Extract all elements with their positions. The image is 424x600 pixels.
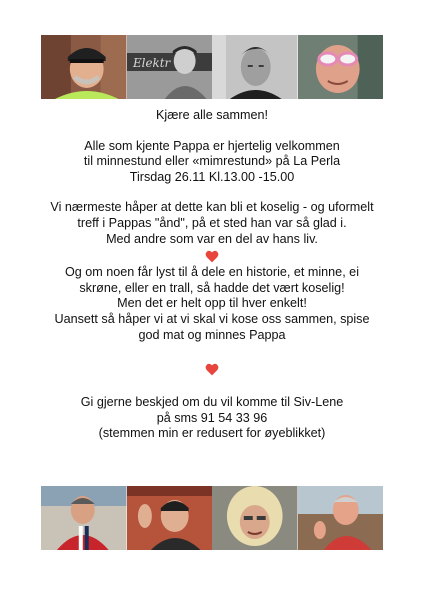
man-in-blonde-wig-photo [212, 486, 298, 550]
greeting: Kjære alle sammen! [156, 108, 268, 122]
man-with-thumbs-up-photo [298, 486, 384, 550]
spacer [30, 185, 394, 200]
heart-icon [205, 363, 219, 376]
invitation-line-3: Tirsdag 26.11 Kl.13.00 -15.00 [129, 169, 295, 184]
spacer [30, 124, 394, 139]
heart-icon [205, 250, 219, 263]
stories-line-1: Og om noen får lyst til å dele en historie, et minne, ei [64, 265, 359, 280]
top-photo-strip [41, 35, 383, 99]
man-with-cap-smiling-photo [41, 35, 127, 99]
spacer [30, 343, 394, 357]
hope-line-3: Med andre som var en del av hans liv. [106, 231, 318, 246]
stories-line-2: skrøne, eller en trall, så hadde det vært koselig! [79, 280, 345, 295]
contact-line-3: (stemmen min er redusert for øyeblikket) [98, 426, 326, 441]
man-waving-with-cap-photo [127, 486, 213, 550]
bottom-photo-strip [41, 486, 383, 550]
invitation-line-1: Alle som kjente Pappa er hjertelig velkommen [84, 138, 340, 153]
stories-line-4: Uansett så håper vi at vi skal vi kose oss sammen, spise [54, 311, 370, 326]
hope-line-1: Vi nærmeste håper at dette kan bli et koselig - og uformelt [50, 200, 374, 215]
stories-line-5: god mat og minnes Pappa [138, 327, 286, 342]
hope-line-2: treff i Pappas "ånd", på et sted han var så glad i. [77, 215, 347, 230]
invitation-line-2: til minnestund eller «mimrestund» på La Perla [83, 154, 341, 169]
black-white-young-man-portrait-photo [212, 35, 298, 99]
svg-text:Elektr: Elektr [132, 55, 170, 71]
man-in-red-shirt-photo [41, 486, 127, 550]
man-with-pink-sunglasses-photo [298, 35, 384, 99]
memorial-text [30, 108, 394, 442]
contact-line-1: Gi gjerne beskjed om du vil komme til Siv-Lene [80, 395, 344, 410]
contact-line-2: på sms 91 54 33 96 [156, 410, 268, 425]
spacer [30, 381, 394, 395]
stories-line-3: Men det er helt opp til hver enkelt! [117, 296, 307, 311]
black-white-man-at-sign-photo [127, 35, 213, 99]
